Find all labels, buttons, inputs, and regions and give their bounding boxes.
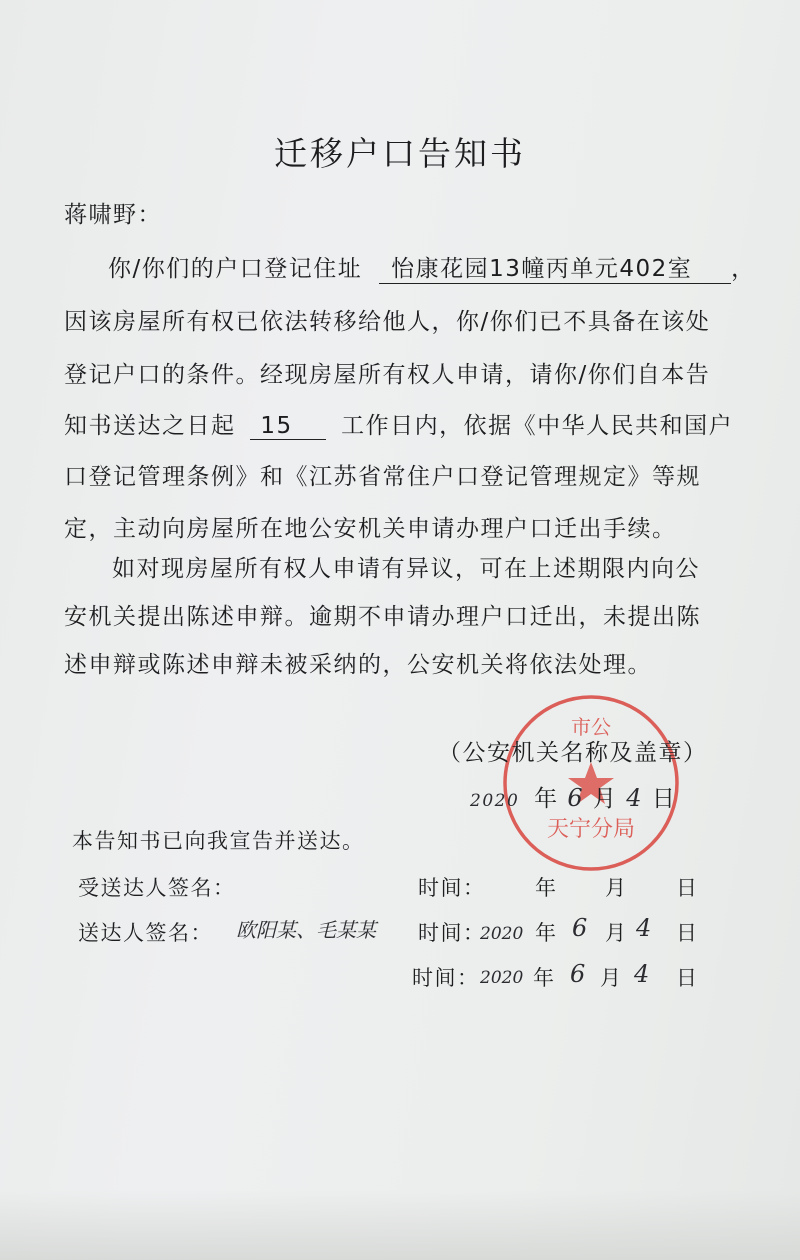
- seal-bottom-text: 天宁分局: [546, 817, 636, 842]
- seal-top-text: 市公: [571, 715, 611, 739]
- extra-time-label: 时间：: [412, 966, 480, 990]
- paragraph-line: 口登记管理条例》和《江苏省常住户口登记管理规定》等规: [64, 464, 701, 490]
- deliverer-handwritten-month: 6: [572, 914, 588, 942]
- month-label: 月: [592, 786, 618, 812]
- extra-year-label: 年: [533, 966, 556, 990]
- handwritten-year: 2020: [470, 791, 520, 811]
- document-title: 迁移户口告知书: [274, 134, 526, 173]
- paragraph-line: [108, 250, 756, 284]
- paragraph-line: 登记户口的条件。经现房屋所有权人申请，请你/你们自本告: [64, 362, 711, 388]
- receiver-time-label: 时间：: [418, 876, 486, 900]
- paragraph-line: 述申辩或陈述申辩未被采纳的，公安机关将依法处理。: [64, 652, 652, 678]
- deliverer-day-label: 日: [676, 921, 699, 945]
- recipient-name: 蒋啸野：: [64, 202, 162, 228]
- paragraph-line: 因该房屋所有权已依法转移给他人，你/你们已不具备在该处: [64, 309, 711, 335]
- deliverer-time-label: 时间：: [418, 921, 486, 945]
- deliverer-year-label: 年: [535, 921, 558, 945]
- deliverer-month-label: 月: [605, 921, 628, 945]
- paper-shadow: [0, 1190, 800, 1260]
- day-label: 日: [651, 786, 677, 812]
- receiver-signature-label: 受送达人签名：: [78, 876, 236, 900]
- address-intro: 你/你们的户口登记住址: [108, 256, 363, 282]
- deadline-rest: 工作日内，依据《中华人民共和国户: [341, 413, 734, 439]
- paragraph-line: [64, 407, 733, 440]
- year-label: 年: [534, 786, 559, 812]
- handwritten-month: 6: [567, 784, 585, 812]
- deliverer-handwritten-day: 4: [636, 914, 652, 942]
- extra-month-label: 月: [600, 966, 623, 990]
- paragraph-line: 如对现房屋所有权人申请有异议，可在上述期限内向公: [112, 556, 700, 582]
- deadline-intro: 知书送达之日起: [64, 413, 236, 439]
- receiver-year-label: 年: [535, 876, 558, 900]
- deliverer-handwritten-year: 2020: [480, 924, 524, 944]
- extra-handwritten-year: 2020: [480, 968, 524, 988]
- paragraph-line: 定，主动向房屋所在地公安机关申请办理户口迁出手续。: [64, 516, 677, 542]
- paragraph-line: 安机关提出陈述申辩。逾期不申请办理户口迁出，未提出陈: [64, 604, 701, 630]
- extra-day-label: 日: [676, 966, 699, 990]
- comma: ，: [731, 256, 756, 282]
- extra-handwritten-day: 4: [634, 960, 650, 988]
- handwritten-day: 4: [626, 784, 644, 812]
- receiver-day-label: 日: [676, 876, 699, 900]
- deliverer-signature-label: 送达人签名：: [78, 921, 213, 945]
- seal-label: （公安机关名称及盖章）: [438, 740, 708, 766]
- address-field: 怡康花园13幢丙单元402室: [379, 250, 731, 284]
- deliverer-signatures: 欧阳某、毛某某: [236, 918, 376, 942]
- acknowledgement: 本告知书已向我宣告并送达。: [72, 829, 365, 853]
- issue-date: [470, 780, 676, 813]
- receiver-month-label: 月: [605, 876, 628, 900]
- extra-handwritten-month: 6: [570, 960, 586, 988]
- days-field: 15: [250, 413, 326, 440]
